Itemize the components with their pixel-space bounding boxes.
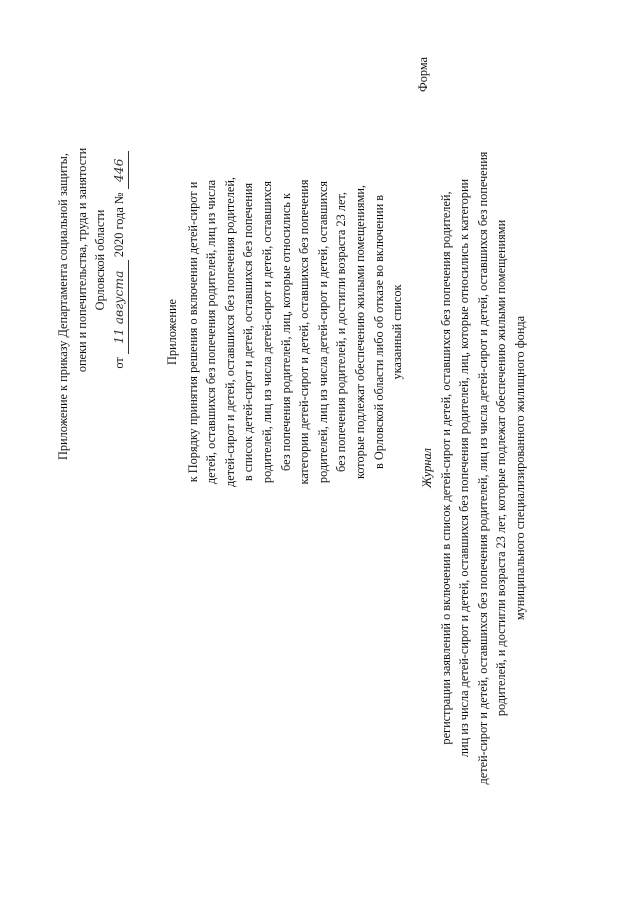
appendix-block <box>163 72 407 592</box>
year-number-text: 2020 года № <box>111 192 126 258</box>
appendix-line: указанный список <box>390 284 405 380</box>
appendix-line: категории детей-сирот и детей, оставшихся без попечения <box>297 179 312 485</box>
header-date-line <box>110 60 130 460</box>
order-header <box>54 60 129 460</box>
appendix-line: в Орловской области либо об отказе во включении в <box>371 194 386 470</box>
appendix-line: родителей, лиц из числа детей-сирот и детей, оставшихся <box>259 180 274 484</box>
journal-line: лиц из числа детей-сирот и детей, оставшихся без попечения родителей, лиц, которые относились к категории <box>457 178 472 758</box>
appendix-title: Приложение <box>165 299 179 365</box>
header-line-2: опеки и попечительства, труда и занятости <box>74 147 89 373</box>
from-label: от <box>111 357 126 369</box>
appendix-line: которые подлежат обеспечению жилыми помещениями, <box>352 184 367 480</box>
appendix-line: родителей, лиц из числа детей-сирот и детей, оставшихся <box>315 180 330 484</box>
appendix-line: в список детей-сирот и детей, оставшихся без попечения <box>241 182 256 482</box>
journal-line: муниципального специализированного жилищного фонда <box>512 315 527 621</box>
appendix-line: к Порядку принятия решения о включении детей-сирот и <box>185 181 200 483</box>
handwritten-date: 11 августа <box>110 260 130 354</box>
journal-title: Журнал <box>420 448 434 488</box>
handwritten-number: 446 <box>110 151 130 189</box>
form-label: Форма <box>416 57 430 92</box>
appendix-line: без попечения родителей, и достигли возраста 23 лет, <box>334 192 349 472</box>
appendix-line: детей-сирот и детей, оставшихся без попечения родителей, <box>222 177 237 487</box>
header-line-1: Приложение к приказу Департамента социальной защиты, <box>56 153 70 460</box>
journal-line: детей-сирот и детей, оставшихся без попечения родителей, лиц из числа детей-сирот и детей, оставшихся без попечения <box>475 151 490 785</box>
appendix-line: без попечения родителей, лиц, которые относились к <box>278 193 293 471</box>
journal-line: регистрации заявлений о включении в список детей-сирот и детей, оставшихся без попечения родителей, <box>438 191 453 745</box>
form-label-block <box>414 32 433 92</box>
journal-line: родителей, и достигли возраста 23 лет, которые подлежат обеспечению жилыми помещениями <box>494 219 509 717</box>
journal-block <box>418 88 530 848</box>
appendix-line: детей, оставшихся без попечения родителей, лиц из числа <box>204 179 219 485</box>
header-line-3: Орловской области <box>93 209 108 311</box>
